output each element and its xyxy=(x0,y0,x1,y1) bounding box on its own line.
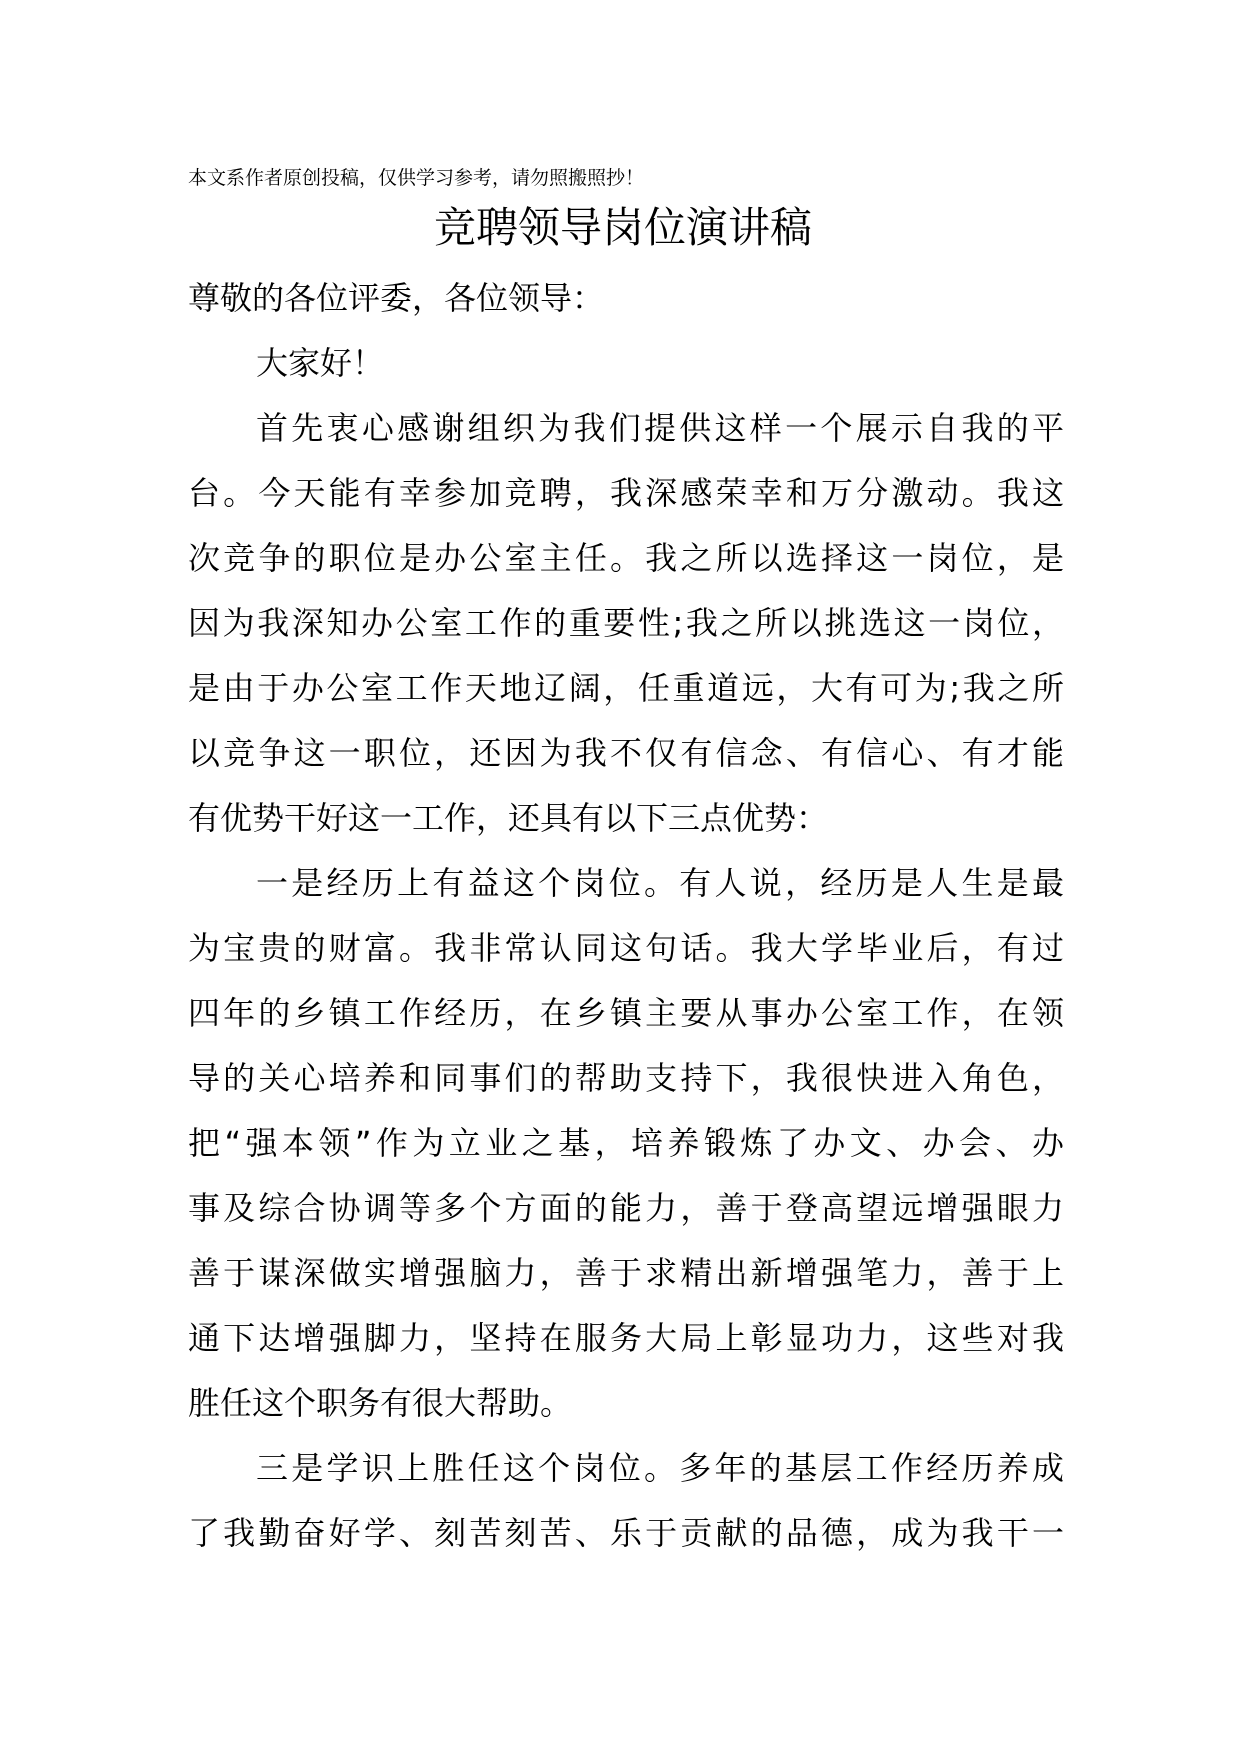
paragraph-line: 了我勤奋好学、刻苦刻苦、乐于贡献的品德，成为我干一 xyxy=(188,1514,1064,1552)
paragraph-line: 因为我深知办公室工作的重要性;我之所以挑选这一岗位， xyxy=(188,604,1064,642)
paragraph-line: 有优势干好这一工作，还具有以下三点优势： xyxy=(188,799,829,837)
salutation-line: 尊敬的各位评委，各位领导： xyxy=(188,279,605,317)
copyright-notice: 本文系作者原创投稿，仅供学习参考，请勿照搬照抄！ xyxy=(188,167,645,189)
paragraph-line: 把“强本领”作为立业之基，培养锻炼了办文、办会、办 xyxy=(188,1124,1064,1162)
document-title: 竞聘领导岗位演讲稿 xyxy=(433,203,812,252)
paragraph-line: 一是经历上有益这个岗位。有人说，经历是人生是最 xyxy=(256,864,1064,902)
paragraph-line: 台。今天能有幸参加竞聘，我深感荣幸和万分激动。我这 xyxy=(188,474,1064,512)
paragraph-line: 事及综合协调等多个方面的能力，善于登高望远增强眼力 xyxy=(188,1189,1064,1227)
paragraph-line: 通下达增强脚力，坚持在服务大局上彰显功力，这些对我 xyxy=(188,1319,1064,1357)
paragraph-line: 为宝贵的财富。我非常认同这句话。我大学毕业后，有过 xyxy=(188,929,1064,967)
paragraph-line: 善于谋深做实增强脑力，善于求精出新增强笔力，善于上 xyxy=(188,1254,1064,1292)
document-body xyxy=(188,266,1064,1566)
paragraph-line: 以竞争这一职位，还因为我不仅有信念、有信心、有才能 xyxy=(188,734,1064,772)
paragraph-line: 三是学识上胜任这个岗位。多年的基层工作经历养成 xyxy=(256,1449,1064,1487)
paragraph-line: 胜任这个职务有很大帮助。 xyxy=(188,1384,573,1422)
greeting-line: 大家好！ xyxy=(256,344,385,382)
paragraph-line: 次竞争的职位是办公室主任。我之所以选择这一岗位，是 xyxy=(188,539,1064,577)
paragraph-line: 导的关心培养和同事们的帮助支持下，我很快进入角色， xyxy=(188,1059,1064,1097)
paragraph-line: 首先衷心感谢组织为我们提供这样一个展示自我的平 xyxy=(256,409,1064,447)
paragraph-line: 是由于办公室工作天地辽阔，任重道远，大有可为;我之所 xyxy=(188,669,1064,707)
paragraph-line: 四年的乡镇工作经历，在乡镇主要从事办公室工作，在领 xyxy=(188,994,1064,1032)
